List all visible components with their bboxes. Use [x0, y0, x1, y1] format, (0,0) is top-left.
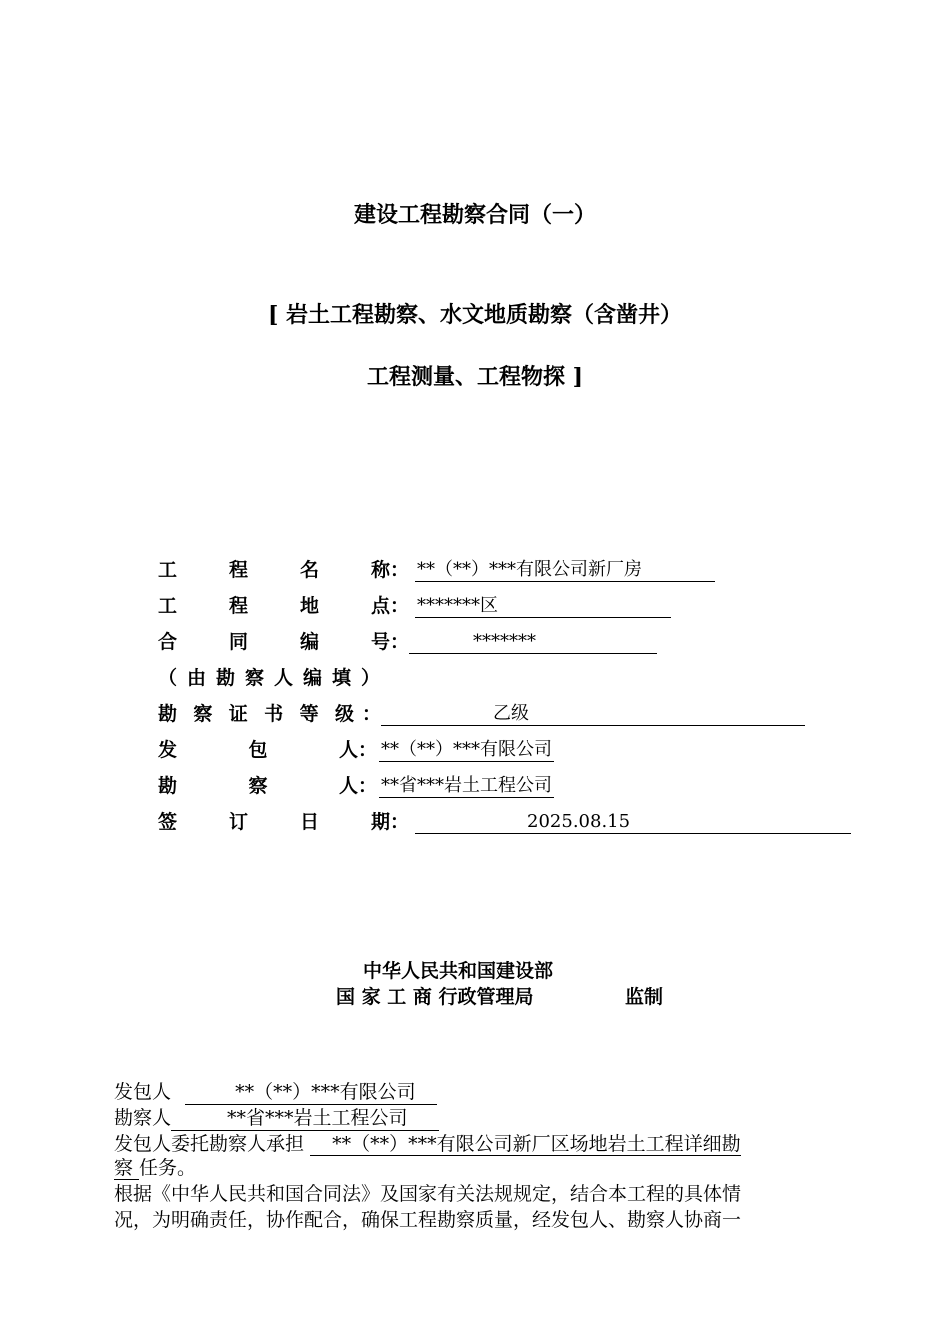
employer-label: 发 包 人 [158, 739, 358, 761]
sign-date-row: 签 订 日 期 ： 2025.08.15 [158, 804, 851, 834]
sign-date-value: 2025.08.15 [415, 811, 851, 834]
contract-no-note: （由勘察人编填） [158, 667, 391, 689]
body-surveyor-value: **省***岩土工程公司 [171, 1106, 439, 1131]
contract-no-label: 合 同 编 号 [158, 631, 390, 653]
body-employer-line [114, 1080, 437, 1105]
employer-row: 发 包 人 ： **（**）***有限公司 [158, 732, 554, 762]
body-paragraph-line-2: 况，为明确责任，协作配合，确保工程勘察质量，经发包人、勘察人协商一 [114, 1209, 742, 1231]
project-name-value: **（**）***有限公司新厂房 [415, 559, 715, 582]
body-task-line [114, 1132, 741, 1156]
contract-no-value: ******* [409, 631, 657, 654]
project-name-label: 工 程 名 称 [158, 559, 390, 581]
contract-title: 建设工程勘察合同（一） [353, 202, 596, 228]
sign-date-label: 签 订 日 期 [158, 811, 390, 833]
body-surveyor-label: 勘察人 [114, 1107, 172, 1129]
cert-grade-label: 勘 察 证 书 等 级 [158, 703, 354, 725]
surveyor-value: **省***岩土工程公司 [381, 775, 553, 796]
supervision-org: 国 家 工 商 行政管理局 [336, 986, 534, 1008]
project-site-value: *******区 [415, 595, 671, 618]
supervision-line-1: 中华人民共和国建设部 [362, 960, 553, 982]
body-task-prefix: 发包人委托勘察人承担 [114, 1133, 305, 1155]
body-employer-value: **（**）***有限公司 [185, 1080, 437, 1105]
body-task-value: **（**）***有限公司新厂区场地岩土工程详细勘 [310, 1133, 741, 1156]
cert-grade-value: 乙级 [381, 703, 805, 726]
body-task-value-wrap: 察 [114, 1157, 139, 1180]
body-employer-label: 发包人 [114, 1081, 172, 1103]
body-surveyor-line [114, 1106, 439, 1131]
employer-value: **（**）***有限公司 [381, 739, 553, 760]
cert-grade-row: 勘 察 证 书 等 级 ： 乙级 [158, 696, 805, 726]
project-name-row: 工 程 名 称 ： **（**）***有限公司新厂房 [158, 552, 715, 582]
surveyor-row: 勘 察 人 ： **省***岩土工程公司 [158, 768, 554, 798]
body-task-suffix-line [114, 1156, 196, 1180]
scope-line-2: 工程测量、工程物探 ] [366, 364, 584, 390]
surveyor-label: 勘 察 人 [158, 775, 358, 797]
supervision-action: 监制 [625, 986, 664, 1008]
contract-no-row: 合 同 编 号 ： ******* [158, 624, 657, 654]
project-site-label: 工 程 地 点 [158, 595, 390, 617]
project-site-row: 工 程 地 点 ： *******区 [158, 588, 671, 618]
body-paragraph-line-1: 根据《中华人民共和国合同法》及国家有关法规规定，结合本工程的具体情 [114, 1183, 742, 1205]
body-task-suffix: 任务。 [139, 1157, 197, 1179]
scope-line-1: [ 岩土工程勘察、水文地质勘察（含凿井） [267, 302, 683, 328]
